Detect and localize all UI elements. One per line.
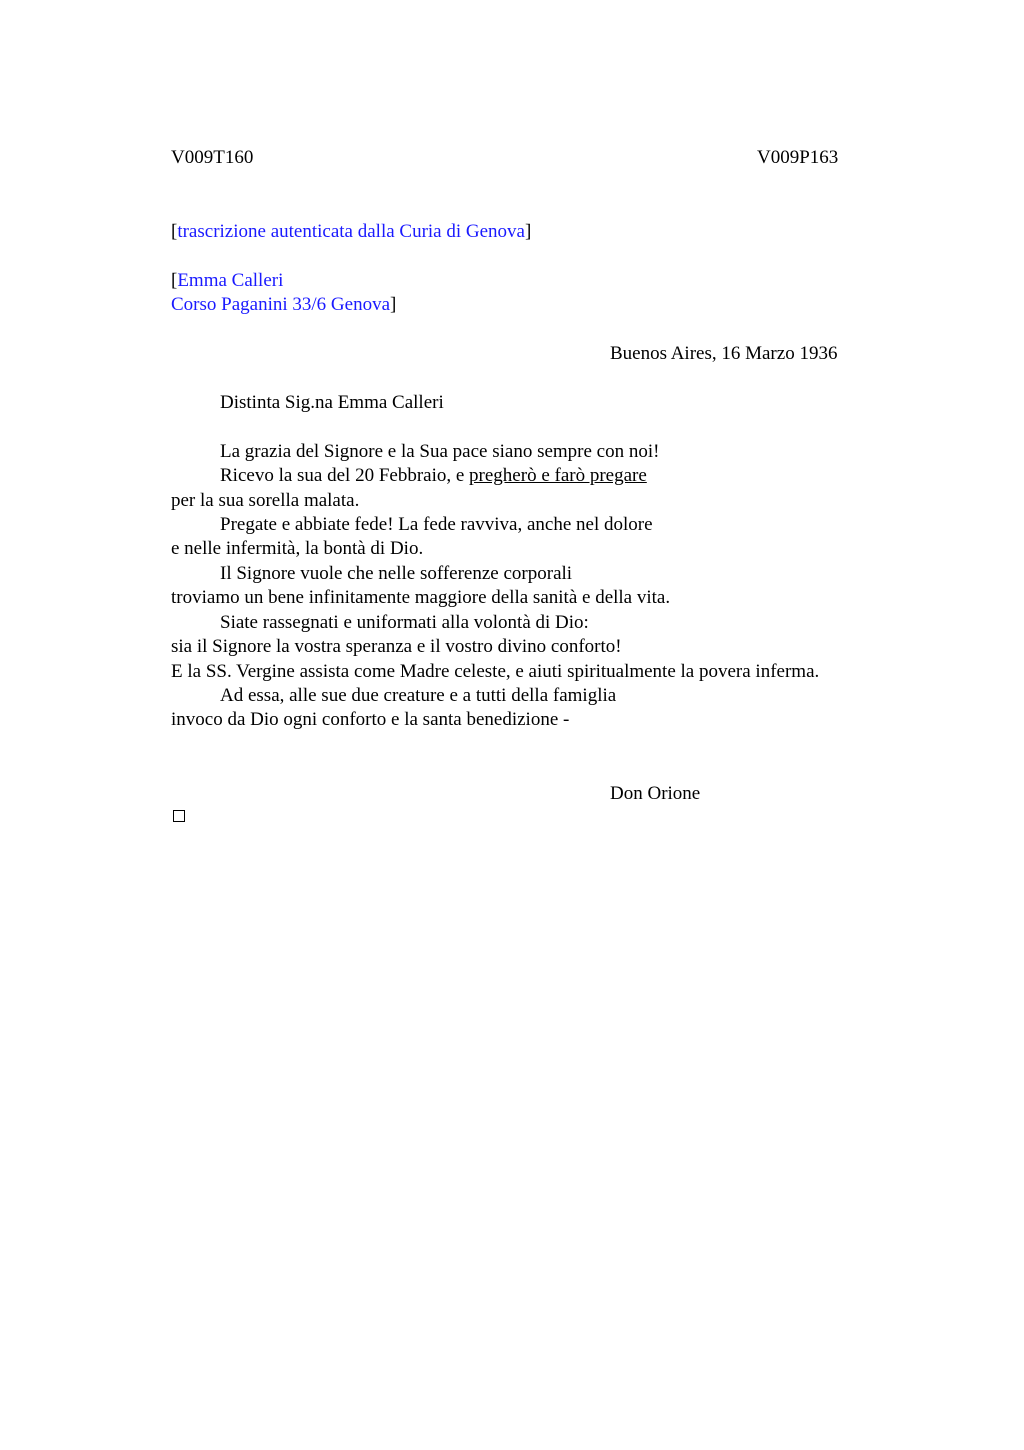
- bracket-open: [: [171, 270, 178, 291]
- body-line: Ad essa, alle sue due creature e a tutti della famiglia: [220, 685, 617, 706]
- underlined-text: pregherò e farò pregare: [469, 465, 647, 486]
- signature: Don Orione: [610, 783, 701, 804]
- recipient-name: Emma Calleri: [177, 270, 284, 291]
- salutation: Distinta Sig.na Emma Calleri: [220, 392, 444, 413]
- body-line: e nelle infermità, la bontà di Dio.: [171, 538, 424, 559]
- bracket-close: ]: [390, 294, 397, 315]
- body-line: La grazia del Signore e la Sua pace siano sempre con noi!: [220, 441, 660, 462]
- body-line: per la sua sorella malata.: [171, 490, 360, 511]
- body-line: invoco da Dio ogni conforto e la santa benedizione -: [171, 709, 570, 730]
- document-code-right: V009P163: [757, 147, 839, 168]
- body-text: Ricevo la sua del 20 Febbraio, e: [220, 465, 470, 486]
- square-box-icon: [173, 810, 185, 822]
- bracket-close: ]: [524, 221, 532, 242]
- body-line: Pregate e abbiate fede! La fede ravviva, anche nel dolore: [220, 514, 653, 535]
- body-line: troviamo un bene infinitamente maggiore della sanità e della vita.: [171, 587, 671, 608]
- transcription-note-text: trascrizione autenticata dalla Curia di Genova: [177, 221, 525, 242]
- transcription-note: [171, 220, 531, 244]
- body-line: Il Signore vuole che nelle sofferenze corporali: [220, 563, 573, 584]
- body-line: Siate rassegnati e uniformati alla volontà di Dio:: [220, 612, 589, 633]
- bracket-open: [: [171, 221, 178, 242]
- document-code-left: V009T160: [171, 147, 254, 168]
- recipient-address-line: [171, 293, 396, 317]
- body-line: E la SS. Vergine assista come Madre celeste, e aiuti spiritualmente la povera inferma.: [171, 661, 820, 682]
- body-line: [220, 464, 647, 488]
- recipient-address: Corso Paganini 33/6 Genova: [171, 294, 391, 315]
- recipient-name-line: [171, 269, 283, 293]
- body-line: sia il Signore la vostra speranza e il vostro divino conforto!: [171, 636, 622, 657]
- place-date: Buenos Aires, 16 Marzo 1936: [610, 343, 838, 364]
